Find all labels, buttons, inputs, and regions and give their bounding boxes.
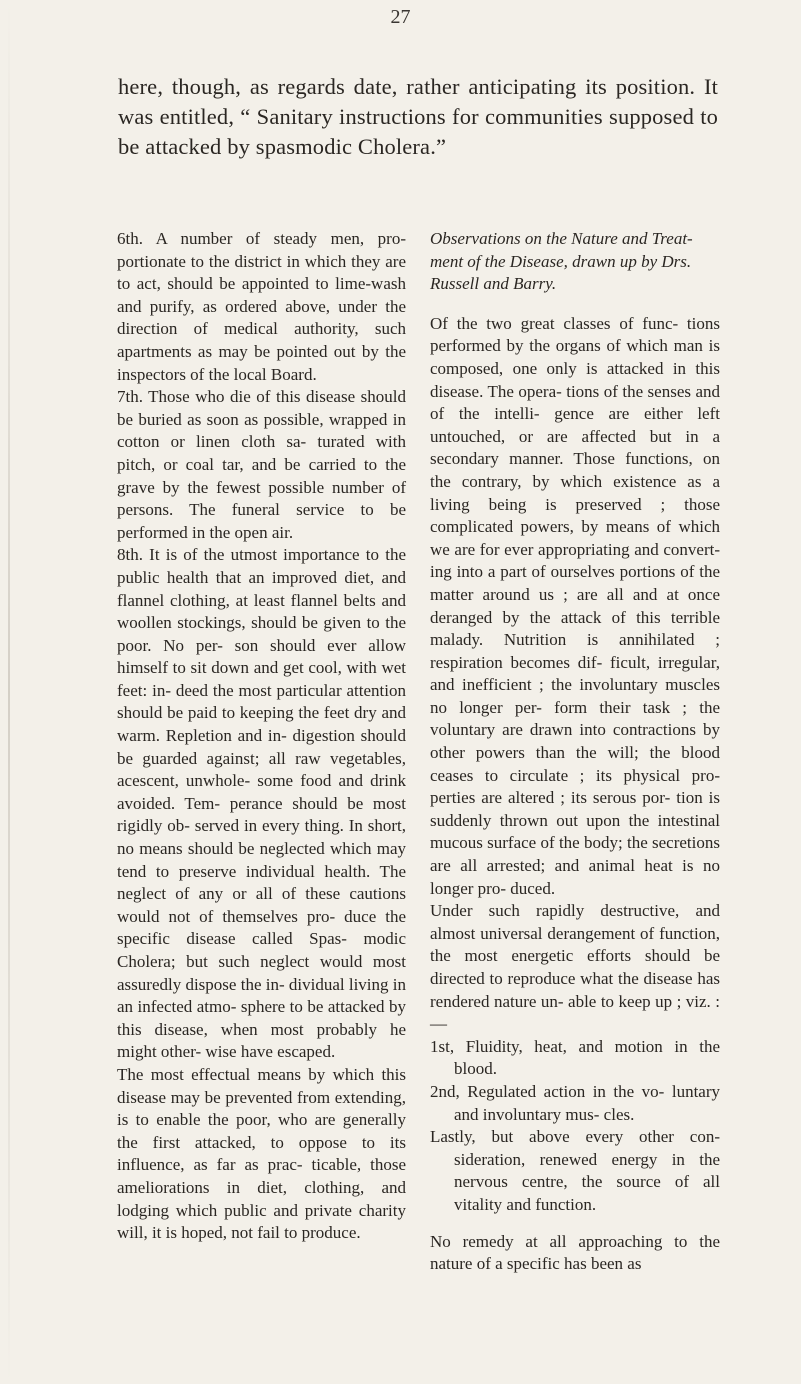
page-edge-shadow bbox=[8, 0, 10, 1384]
paragraph-no-remedy: No remedy at all approaching to the nature of a specific has been as bbox=[430, 1231, 720, 1274]
right-column bbox=[430, 228, 720, 1276]
list-item-lastly: Lastly, but above every other con- sideration, renewed energy in the nervous centre, the source of all vitality and function. bbox=[430, 1127, 720, 1214]
paragraph-effectual-means: The most effectual means by which this disease may be prevented from extending, is to enable the poor, who are generally the first attacked, to oppose to its influence, as far as prac- ticable, those ameliorations in diet, clothing, and lodging which public and private charity will, it is hoped, not fail to produce. bbox=[117, 1064, 406, 1243]
list-item-second: 2nd, Regulated action in the vo- luntary and involuntary mus- cles. bbox=[430, 1081, 720, 1124]
paragraph-two-great-classes: Of the two great classes of func- tions performed by the organs of which man is composed, one only is attacked in this disease. The opera- tions of the senses and of the intelli- gence are either left untouched, or are affected but in a secondary manner. Those functions, on the contrary, by which existence as a living being is preserved ; those complicated powers, by means of which we are for ever appropriating and convert- ing into a part of ourselves portions of the matter around us ; are all and at once deranged by the attack of this terrible malady. Nutrition is annihilated ; respiration becomes dif- ficult, irregular, and inefficient ; the involuntary muscles no longer per- form their task ; the voluntary are drawn into contractions by other powers than the will; the blood ceases to circulate ; its physical pro- perties are altered ; its serous por- tion is suddenly thrown out upon the intestinal mucous surface of the body; the secretions are all arrested; and animal heat is no longer pro- duced. bbox=[430, 313, 720, 898]
section-heading: Observations on the Nature and Treat- ment of the Disease, drawn up by Drs. Russell and Barry. bbox=[430, 229, 693, 294]
paragraph-8th: 8th. It is of the utmost importance to the public health that an improved diet, and flannel clothing, at least flannel belts and woollen stockings, should be given to the poor. No per- son should ever allow himself to sit down and get cool, with wet feet: in- deed the most particular attention should be paid to keeping the feet dry and warm. Repletion and in- digestion should be guarded against; all raw vegetables, acescent, unwhole- some food and drink avoided. Tem- perance should be most rigidly ob- served in every thing. In short, no means should be neglected which may tend to preserve individual health. The neglect of any or all of these cautions would not of themselves pro- duce the specific disease called Spas- modic Cholera; but such neglect would most assuredly dispose the in- dividual living in an infected atmo- sphere to be attacked by this disease, when most probably he might other- wise have escaped. bbox=[117, 545, 406, 1062]
paragraph-7th: 7th. Those who die of this disease should be buried as soon as possible, wrapped in cotton or linen cloth sa- turated with pitch, or coal tar, and be carried to the grave by the fewest possible number of persons. The funeral service to be performed in the open air. bbox=[117, 387, 406, 542]
intro-paragraph bbox=[118, 72, 718, 162]
list-item-first: 1st, Fluidity, heat, and motion in the blood. bbox=[430, 1036, 720, 1079]
paragraph-under-such: Under such rapidly destructive, and almost universal derangement of function, the most energetic efforts should be directed to reproduce what the disease has rendered nature un- able to keep up ; viz. :— bbox=[430, 901, 720, 1034]
intro-text: here, though, as regards date, rather anticipating its position. It was entitled, “ Sanitary instructions for communities supposed to be attacked by spasmodic Cholera.” bbox=[118, 74, 718, 159]
left-column bbox=[117, 228, 406, 1245]
paragraph-6th: 6th. A number of steady men, pro- portionate to the district in which they are to act, should be appointed to lime-wash and purify, as ordered above, under the direction of medical authority, such apartments as may be pointed out by the inspectors of the local Board. bbox=[117, 229, 406, 384]
page-number: 27 bbox=[390, 6, 411, 28]
